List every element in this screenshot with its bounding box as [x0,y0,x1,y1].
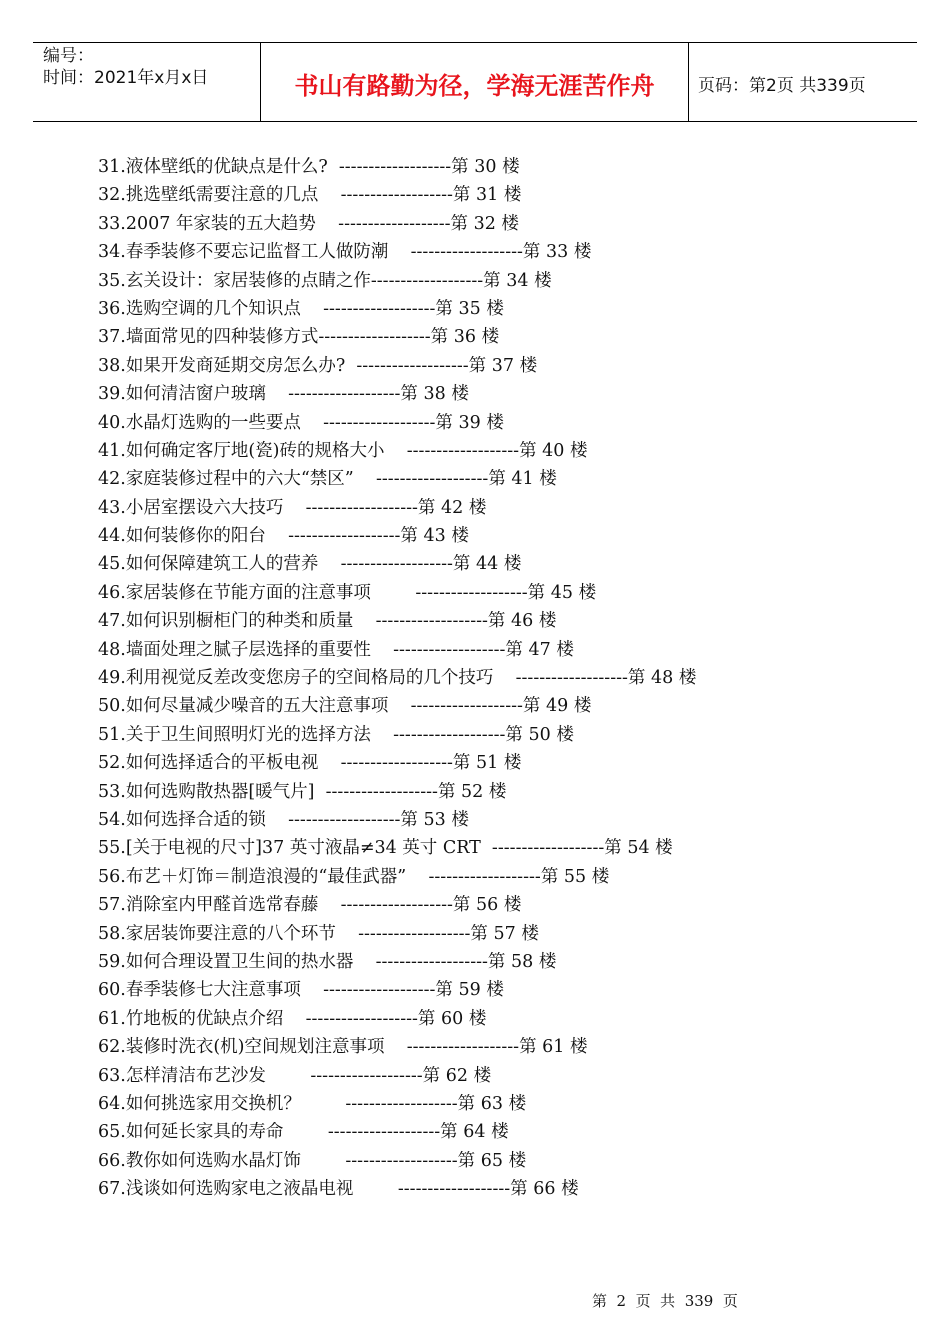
toc-entry: 33.2007 年家装的五大趋势 -------------------第 32 楼 [98,213,519,234]
page-header [33,42,917,122]
document-time-label: 时间：2021年x月x日 [43,68,209,88]
header-divider [688,43,689,121]
toc-entry: 60.春季装修七大注意事项 -------------------第 59 楼 [98,980,504,1001]
toc-entry: 52.如何选择适合的平板电视 -------------------第 51 楼 [98,753,522,774]
toc-entry: 59.如何合理设置卫生间的热水器 -------------------第 58 楼 [98,951,557,972]
toc-entry: 50.如何尽量减少噪音的五大注意事项 -------------------第 49 楼 [98,696,592,717]
toc-entry: 48.墙面处理之腻子层选择的重要性 -------------------第 47 楼 [98,639,574,660]
toc-entry: 31.液体壁纸的优缺点是什么? -------------------第 30 楼 [98,157,520,177]
toc-entry: 42.家庭装修过程中的六大“禁区” -------------------第 41 楼 [98,469,557,490]
toc-entry: 38.如果开发商延期交房怎么办? -------------------第 37 楼 [98,355,538,376]
toc-entry: 32.挑选壁纸需要注意的几点 -------------------第 31 楼 [98,185,522,206]
toc-entry: 57.消除室内甲醛首选常春藤 -------------------第 56 楼 [98,895,522,916]
toc-entry: 63.怎样清洁布艺沙发 -------------------第 62 楼 [98,1065,492,1086]
toc-entry: 40.水晶灯选购的一些要点 -------------------第 39 楼 [98,412,504,433]
toc-entry: 47.如何识别橱柜门的种类和质量 -------------------第 46 楼 [98,611,557,632]
footer-page-number: 第 2 页 共 339 页 [592,1292,738,1310]
toc-entry: 53.如何选购散热器[暖气片] -------------------第 52 楼 [98,781,507,802]
toc-entry: 67.浅谈如何选购家电之液晶电视 -------------------第 66 楼 [98,1179,579,1200]
toc-entry: 65.如何延长家具的寿命 -------------------第 64 楼 [98,1122,509,1143]
toc-entry: 56.布艺＋灯饰＝制造浪漫的“最佳武器” -------------------第 55 楼 [98,866,610,887]
toc-entry: 46.家居装修在节能方面的注意事项 -------------------第 45 楼 [98,582,597,603]
toc-entry: 51.关于卫生间照明灯光的选择方法 -------------------第 50 楼 [98,724,574,745]
toc-entry: 62.装修时洗衣(机)空间规划注意事项 -------------------第 61 楼 [98,1037,588,1058]
toc-entry: 64.如何挑选家用交换机？ -------------------第 63 楼 [98,1093,527,1114]
toc-entry: 55.[关于电视的尺寸]37 英寸液晶≠34 英寸 CRT -------------------第 54 楼 [98,838,673,859]
toc-entry: 37.墙面常见的四种装修方式-------------------第 36 楼 [98,327,500,348]
toc-entry: 39.如何清洁窗户玻璃 -------------------第 38 楼 [98,384,469,405]
toc-entry: 41.如何确定客厅地(瓷)砖的规格大小 -------------------第 40 楼 [98,440,588,461]
toc-entry: 58.家居装饰要注意的八个环节 -------------------第 57 楼 [98,923,539,944]
header-meta [43,45,208,89]
toc-entry: 44.如何装修你的阳台 -------------------第 43 楼 [98,526,469,547]
toc-entry: 43.小居室摆设六大技巧 -------------------第 42 楼 [98,497,487,518]
table-of-contents [98,153,696,1203]
toc-entry: 34.春季装修不要忘记监督工人做防潮 -------------------第 33 楼 [98,242,592,263]
toc-entry: 49.利用视觉反差改变您房子的空间格局的几个技巧 -------------------第 48 楼 [98,668,697,689]
toc-entry: 66.教你如何选购水晶灯饰 -------------------第 65 楼 [98,1150,527,1171]
header-page-number: 页码：第2页 共339页 [698,76,866,96]
header-motto: 书山有路勤为径，学海无涯苦作舟 [294,72,655,100]
toc-entry: 61.竹地板的优缺点介绍 -------------------第 60 楼 [98,1008,487,1029]
toc-entry: 36.选购空调的几个知识点 -------------------第 35 楼 [98,298,504,319]
toc-entry: 54.如何选择合适的锁 -------------------第 53 楼 [98,809,469,830]
toc-entry: 35.玄关设计：家居装修的点睛之作-------------------第 34 楼 [98,270,552,291]
document-number-label: 编号： [43,46,94,66]
toc-entry: 45.如何保障建筑工人的营养 -------------------第 44 楼 [98,554,522,575]
